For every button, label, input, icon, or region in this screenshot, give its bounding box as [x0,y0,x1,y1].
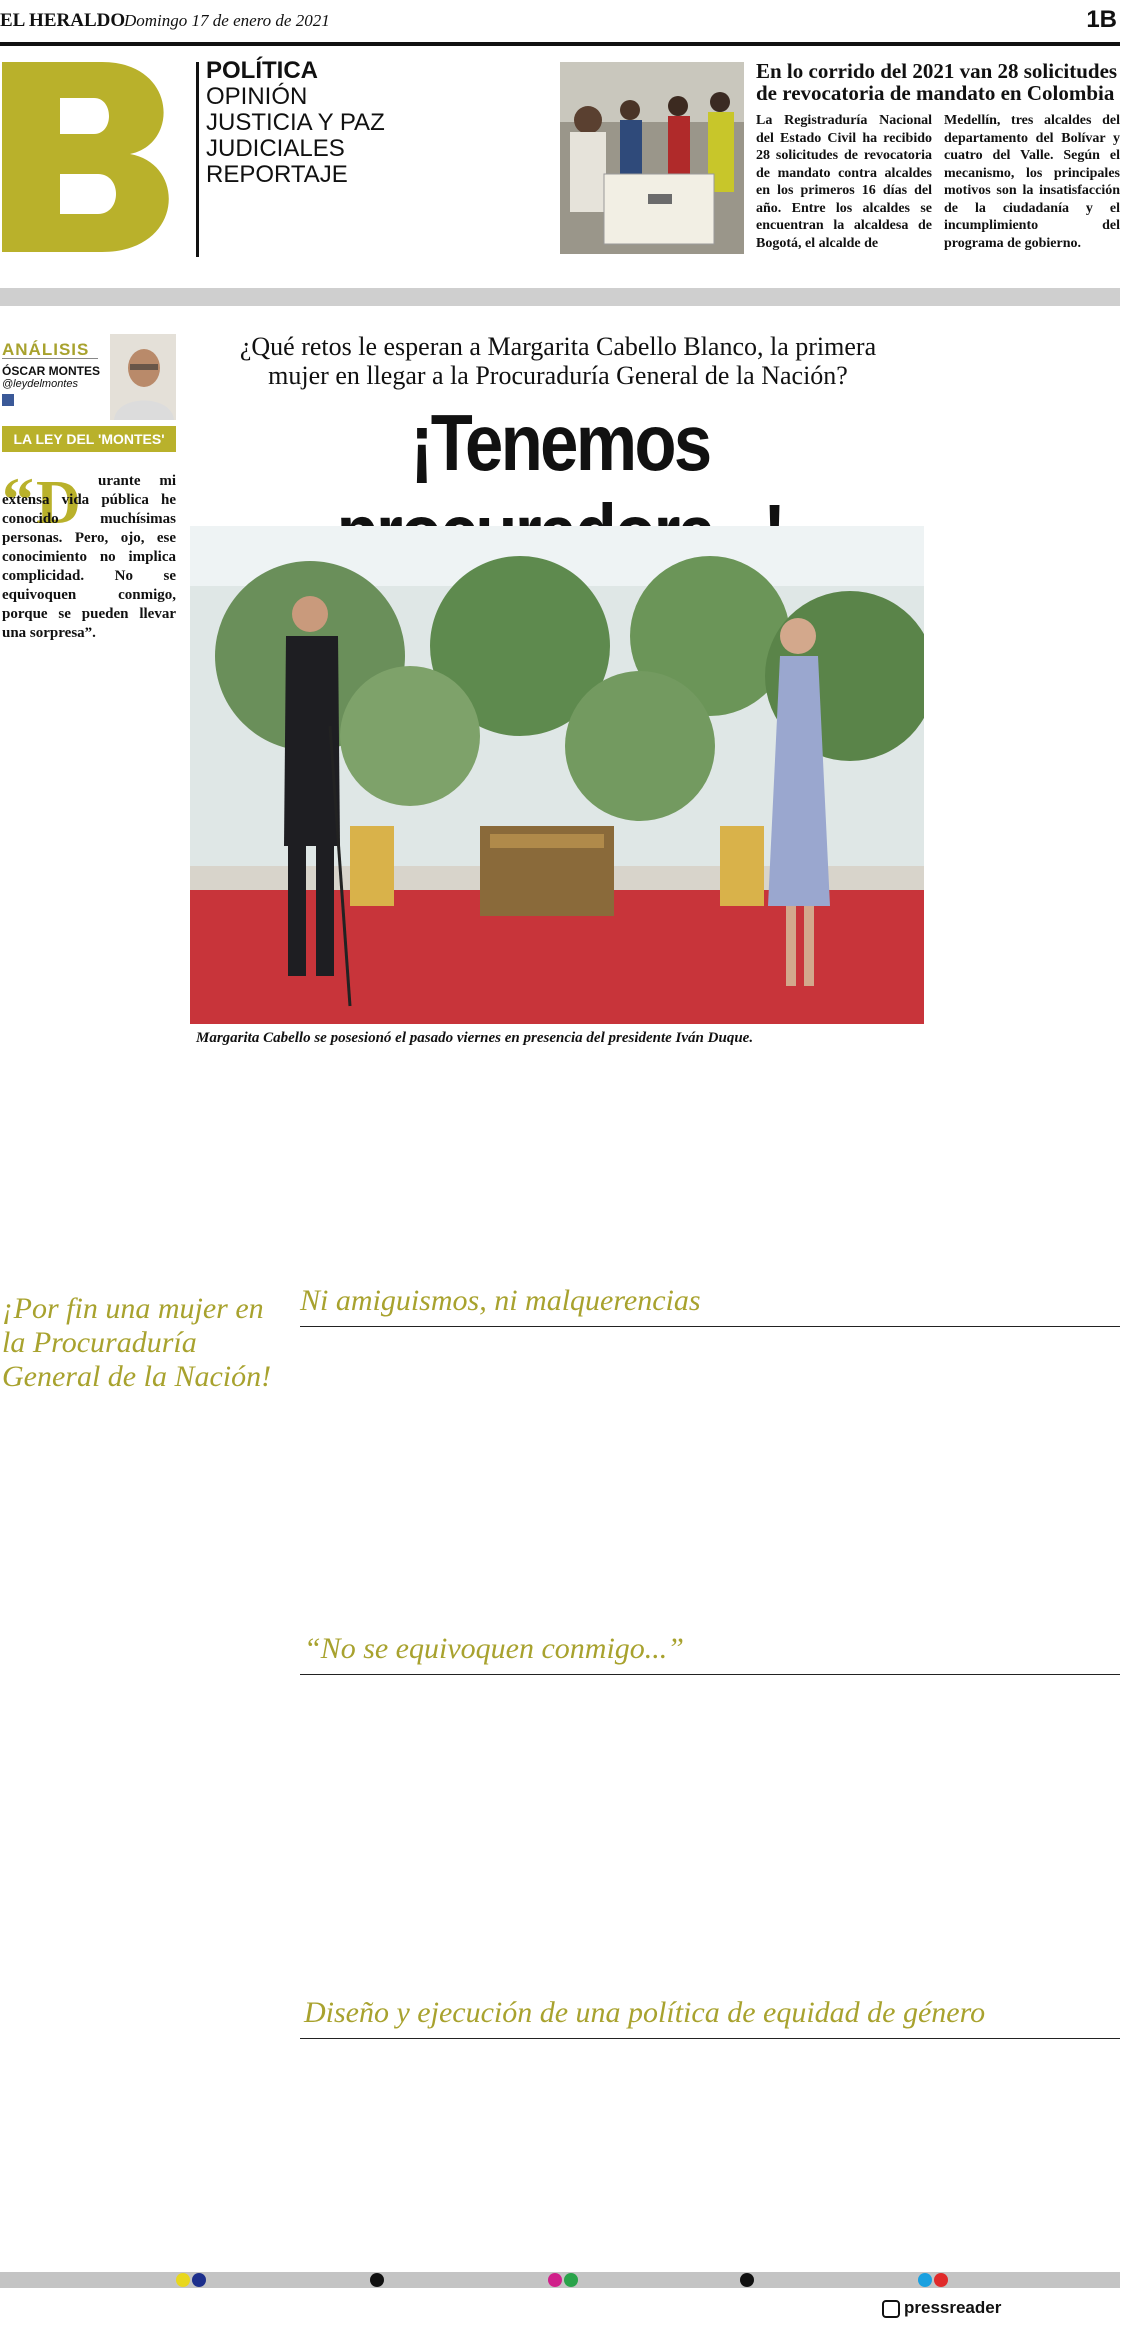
main-headline: ¡Tenemos [410,398,710,487]
section-rule-1 [300,1326,1120,1327]
section-2-col-3 [856,1694,1118,1958]
section-item-judiciales[interactable]: JUDICIALES [206,135,345,162]
section-2-col-1 [304,1694,566,1958]
section-title-3: Diseño y ejecución de una política de equidad de género [304,1996,986,2029]
registration-mark-cyan-icon [918,2273,932,2287]
section-item-justicia[interactable]: JUSTICIA Y PAZ [206,109,385,136]
registration-mark-yellow-icon [176,2273,190,2287]
column-bottom-col-2 [336,1070,472,1246]
section-3-col-3 [856,2060,1118,2270]
registration-mark-green-icon [564,2273,578,2287]
section-1-col-3 [856,1346,1118,1600]
section-item-reportaje[interactable]: REPORTAJE [206,161,348,188]
section-1-col-2 [580,1346,842,1600]
author-avatar [110,334,176,420]
column-bottom-col-5 [774,1070,924,1246]
section-title-1: Ni amiguismos, ni malquerencias [300,1284,701,1317]
teaser-col-1: La Registraduría Nacional del Estado Civil ha recibido 28 solicitudes de revocatoria de mandato contra alcaldes en los primeros 16 días del año. Entre los alcaldes se encuentran la alcaldesa de Bogotá, el alcalde de [756,113,932,251]
author-portrait-icon [110,334,176,420]
column-kicker: ANÁLISIS [2,340,90,359]
masthead [0,6,1131,36]
author-name: ÓSCAR MONTES [2,364,101,378]
main-deck: ¿Qué retos le esperan a Margarita Cabello Blanco, la primera mujer en llegar a la Procuraduría General de la Nación? [239,332,877,390]
dropcap-quote: “ [2,464,34,535]
pressreader-brand[interactable]: pressreader [904,2298,1002,2317]
main-photo [190,526,924,1024]
column-bottom-col-3 [482,1070,618,1246]
registration-mark-magenta-icon [548,2273,562,2287]
registration-mark-black-icon [370,2273,384,2287]
section-nav [206,58,385,188]
section-rule-3 [300,2038,1120,2039]
sidebar-body [2,1446,274,2264]
section-rule-2 [300,1674,1120,1675]
registration-mark-blue-icon [192,2273,206,2287]
column-badge: LA LEY DEL 'MONTES' [2,426,176,452]
dropcap-letter: D [36,469,81,537]
section-3-col-2 [580,2060,842,2270]
teaser-col-2: Medellín, tres alcaldes del departamento del Bolívar y cuatro del Valle. Según el mecanismo, los principales motivos son la insatisfacción de la ciudadanía y el incumplimiento del programa de gobierno. [944,113,1120,251]
column-bottom-col-4 [628,1070,764,1246]
column-right-body [940,340,1120,1240]
photo-caption: Margarita Cabello se posesionó el pasado viernes en presencia del presidente Iván Duque. [196,1030,754,1046]
section-2-col-2 [580,1694,842,1958]
page-number: 1B [1086,6,1117,33]
section-divider [196,62,199,257]
teaser-photo [560,62,744,254]
section-1-col-1 [304,1346,566,1600]
section-3-col-1 [304,2060,566,2270]
facebook-icon[interactable] [2,394,14,406]
section-letter-block [2,62,184,252]
section-letter-b-icon [2,62,184,252]
section-item-politica[interactable]: POLÍTICA [206,57,318,84]
author-handle: @leydelmontes [2,378,78,390]
registration-mark-black-2-icon [740,2273,754,2287]
edition-date: Domingo 17 de enero de 2021 [124,11,330,30]
sidebar-title: ¡Por fin una mujer en la Procuraduría General de la Nación! [2,1292,272,1393]
paper-name: EL HERALDO [0,10,126,31]
section-title-2: “No se equivoquen conmigo...” [304,1632,684,1665]
separator-band [0,288,1120,306]
swearing-in-photo-icon [190,526,924,1024]
column-left-body [2,700,176,1250]
pressreader-logo-icon [882,2300,900,2318]
column-lead: urante mi extensa vida pública he conocido muchísimas personas. Pero, ojo, ese conocimiento no implica complicidad. No se equivoquen conmigo, porque se pueden llevar una sorpresa”. [2,473,176,641]
column-bottom-col-1 [190,1070,326,1246]
teaser-headline[interactable]: En lo corrido del 2021 van 28 solicitudes de revocatoria de mandato en Colombia [756,59,1118,105]
ballot-box-photo-icon [560,62,744,254]
registration-mark-red-icon [934,2273,948,2287]
kicker-rule [2,358,98,359]
masthead-rule [0,42,1120,46]
section-item-opinion[interactable]: OPINIÓN [206,83,308,110]
